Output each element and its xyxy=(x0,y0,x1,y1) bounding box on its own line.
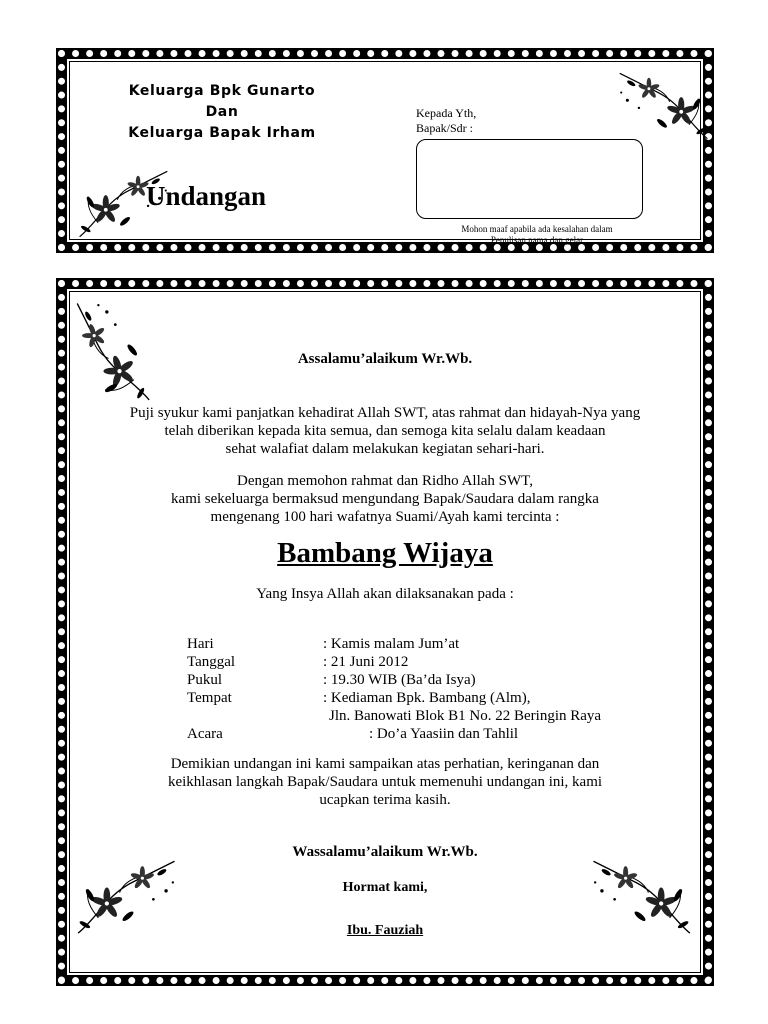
floral-corner-icon xyxy=(585,295,695,405)
invitation-letter xyxy=(56,278,714,986)
floral-ornament-icon xyxy=(75,164,175,244)
regards-text: Hormat kami, xyxy=(342,880,428,895)
paragraph-line: Puji syukur kami panjatkan kehadirat Allah SWT, atas rahmat dan hidayah-Nya yang xyxy=(129,405,641,421)
apology-line-2: Penulisan nama dan gelar xyxy=(490,235,584,245)
detail-value-time: : 19.30 WIB (Ba’da Isya) xyxy=(323,672,476,688)
paragraph-line: ucapkan terima kasih. xyxy=(319,792,451,808)
apology-note xyxy=(397,224,677,246)
paragraph-line: Demikian undangan ini kami sampaikan atas perhatian, keringanan dan xyxy=(170,756,600,772)
closing-paragraph xyxy=(67,755,703,809)
signature-name: Ibu. Fauziah xyxy=(346,923,424,938)
detail-label-place: Tempat xyxy=(187,690,232,706)
paragraph-line: Dengan memohon rahmat dan Ridho Allah SWT, xyxy=(237,473,533,489)
envelope-card xyxy=(56,48,714,253)
paragraph-line: keikhlasan langkah Bapak/Saudara untuk memenuhi undangan ini, kami xyxy=(167,774,603,790)
paragraph-line: kami sekeluarga bermaksud mengundang Bapak/Saudara dalam rangka xyxy=(171,491,599,507)
floral-corner-icon xyxy=(73,295,183,405)
recipient-line-1: Kepada Yth, xyxy=(416,106,477,120)
detail-value-day: : Kamis malam Jum’at xyxy=(323,636,460,652)
floral-ornament-icon xyxy=(612,67,712,145)
detail-label-time: Pukul xyxy=(187,672,223,688)
floral-corner-icon xyxy=(73,857,183,967)
floral-corner-icon xyxy=(585,857,695,967)
detail-value-place: : Kediaman Bpk. Bambang (Alm), xyxy=(323,690,531,706)
address-box[interactable] xyxy=(416,139,643,219)
apology-line-1: Mohon maaf apabila ada kesalahan dalam xyxy=(461,224,613,234)
family-line-3: Keluarga Bapak Irham xyxy=(128,125,316,141)
opening-greeting: Assalamu’alaikum Wr.Wb. xyxy=(297,351,473,367)
recipient-label xyxy=(416,106,476,136)
detail-value-date: : 21 Juni 2012 xyxy=(323,654,409,670)
family-line-2: Dan xyxy=(205,104,239,120)
recipient-line-2: Bapak/Sdr : xyxy=(416,121,473,135)
detail-label-date: Tanggal xyxy=(187,654,236,670)
paragraph-line: mengenang 100 hari wafatnya Suami/Ayah kami tercinta : xyxy=(210,509,560,525)
event-intro: Yang Insya Allah akan dilaksanakan pada : xyxy=(256,586,514,602)
detail-value-event: : Do’a Yaasiin dan Tahlil xyxy=(369,726,519,742)
paragraph-gratitude xyxy=(67,404,703,458)
paragraph-invitation xyxy=(67,472,703,526)
deceased-name: Bambang Wijaya xyxy=(277,537,493,569)
paragraph-line: telah diberikan kepada kita semua, dan semoga kita selalu dalam keadaan xyxy=(164,423,606,439)
detail-value-address: Jln. Banowati Blok B1 No. 22 Beringin Raya xyxy=(329,708,602,724)
paragraph-line: sehat walafiat dalam melakukan kegiatan sehari-hari. xyxy=(225,441,545,457)
envelope-title: Undangan xyxy=(146,181,267,211)
detail-label-day: Hari xyxy=(187,636,214,652)
detail-label-event: Acara xyxy=(187,726,223,742)
family-line-1: Keluarga Bpk Gunarto xyxy=(128,83,316,99)
closing-greeting: Wassalamu’alaikum Wr.Wb. xyxy=(292,844,478,860)
